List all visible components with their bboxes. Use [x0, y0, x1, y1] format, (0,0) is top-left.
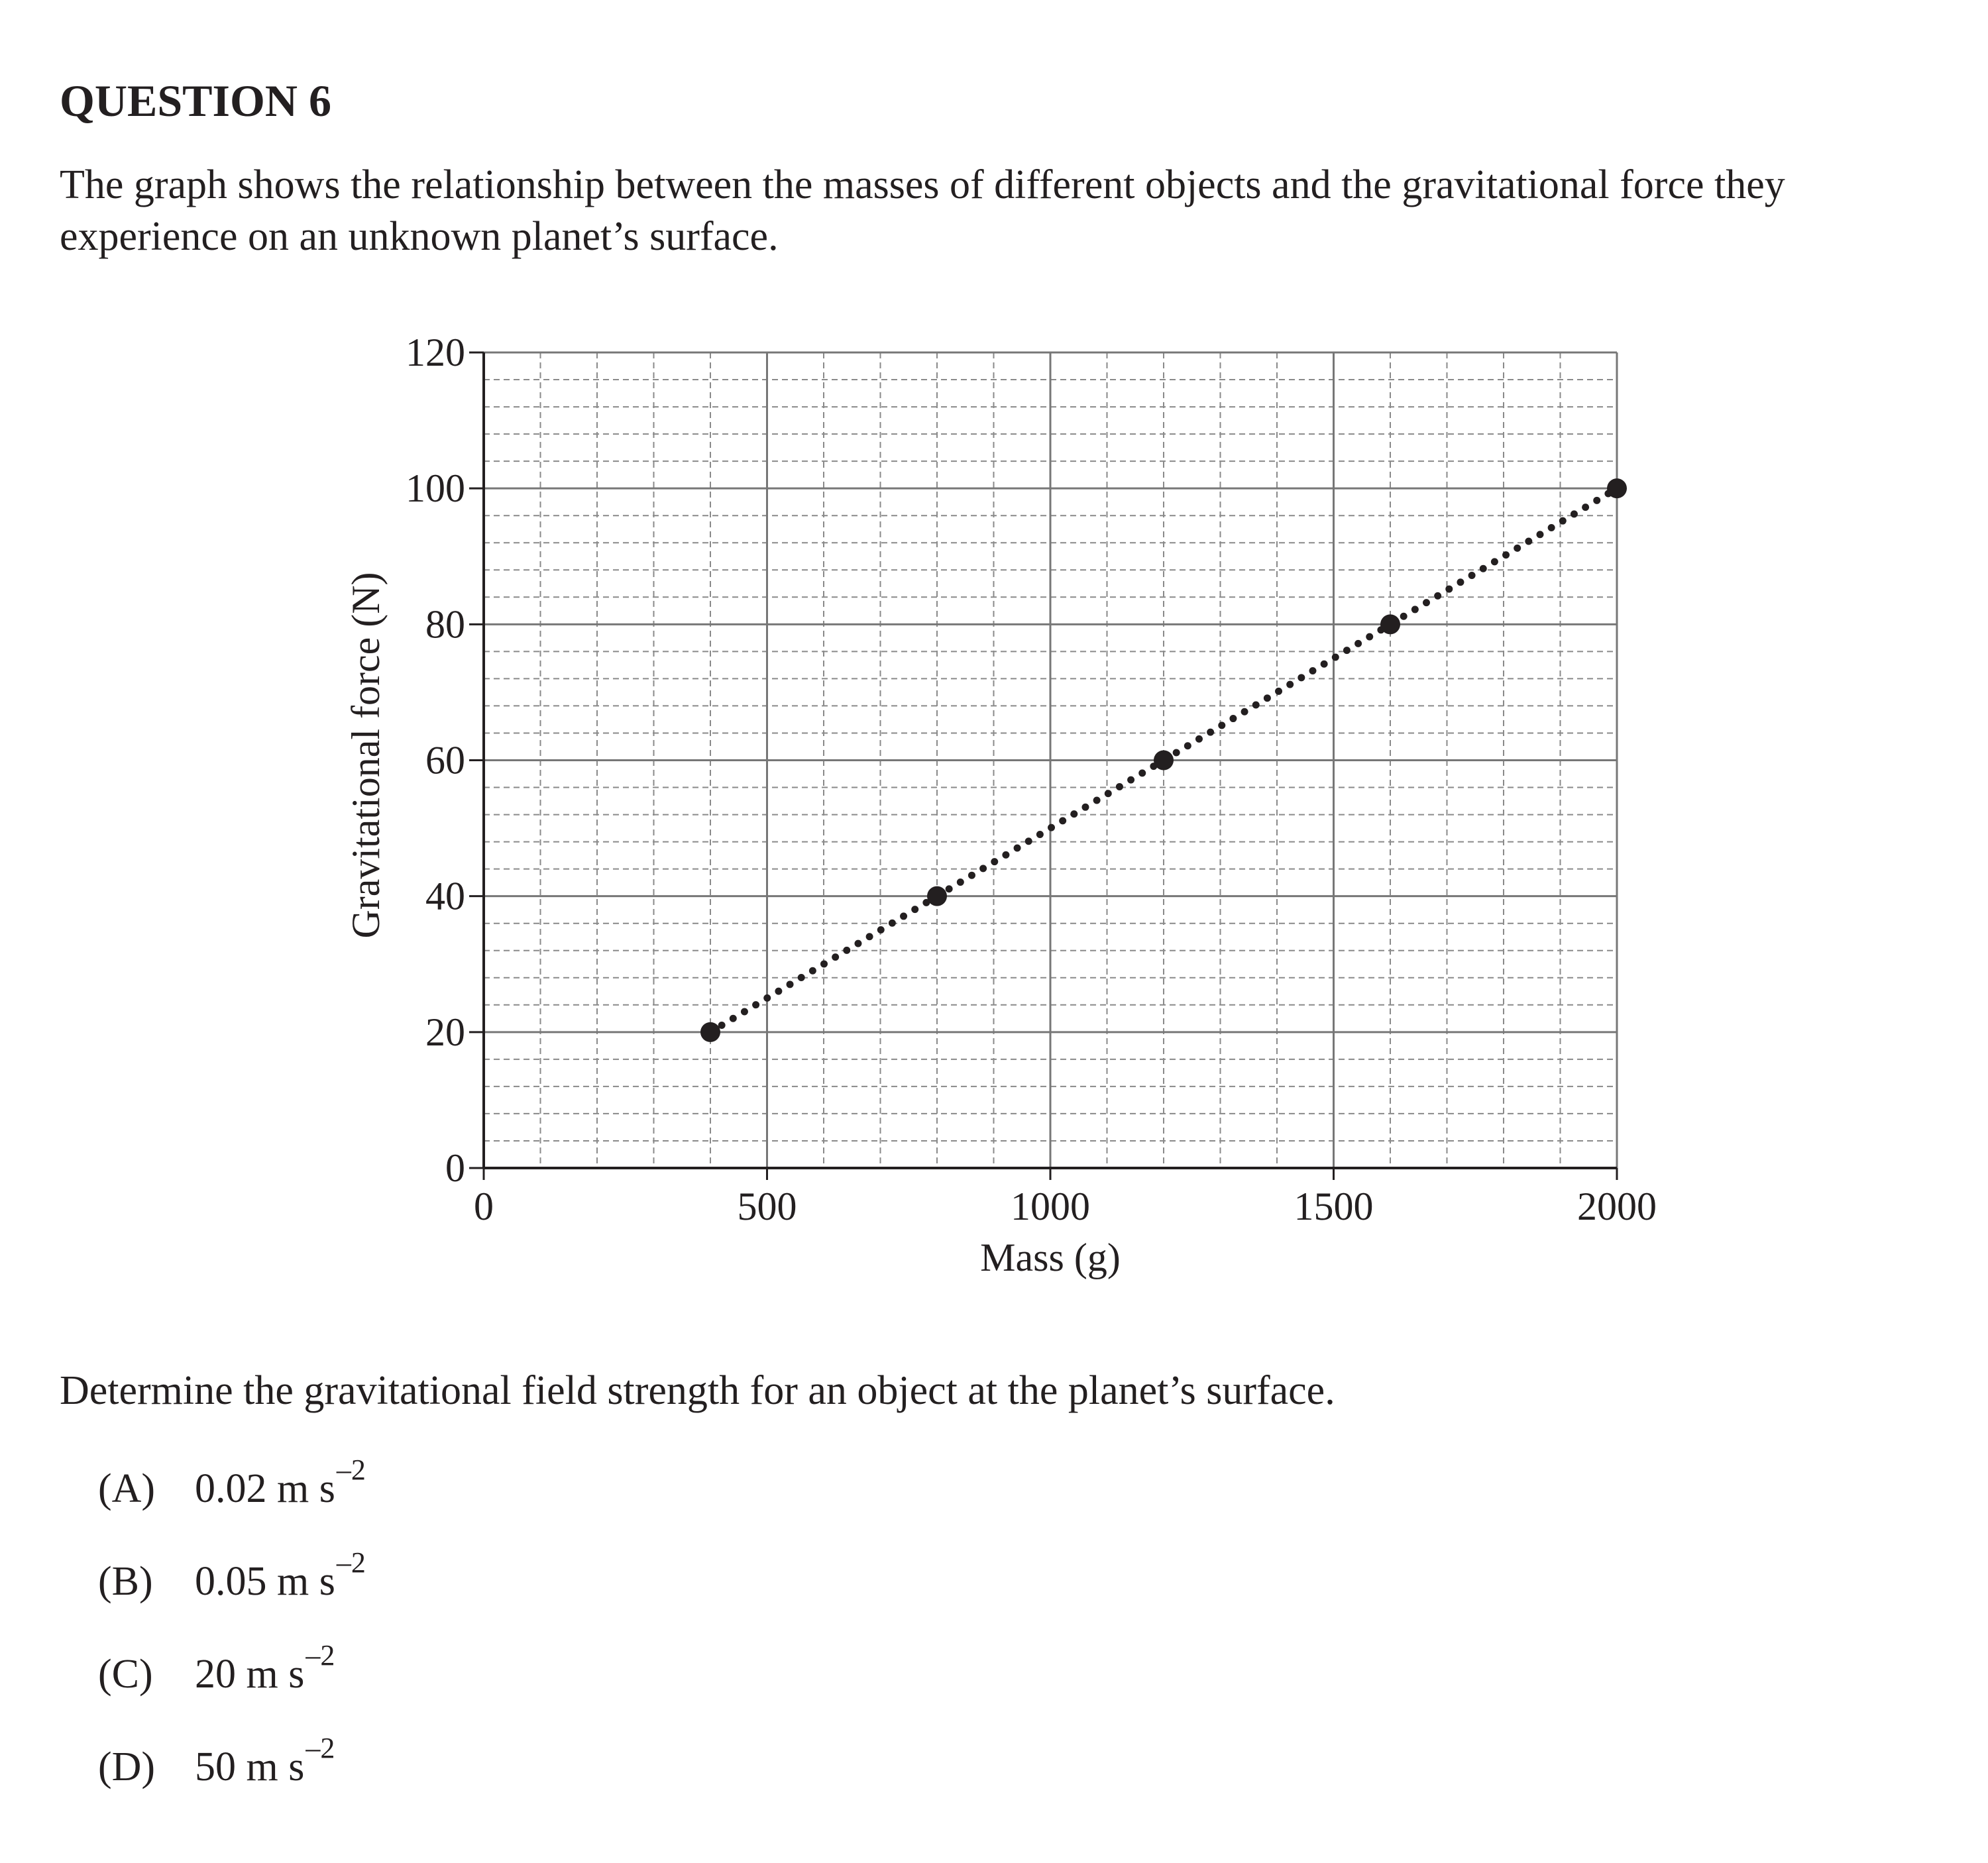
option-letter: (B) [98, 1559, 153, 1604]
option-a[interactable] [98, 1454, 366, 1513]
question-title: QUESTION 6 [60, 76, 331, 126]
y-tick-label: 0 [445, 1146, 465, 1190]
option-letter: (A) [98, 1466, 156, 1511]
data-point [1154, 751, 1174, 771]
data-point [1607, 478, 1627, 498]
option-value: 0.05 m s [195, 1559, 335, 1604]
option-b[interactable] [98, 1546, 366, 1606]
question-prompt: Determine the gravitational field strength for an object at the planet’s surface. [60, 1368, 1335, 1413]
y-tick-label: 120 [406, 331, 465, 374]
option-c[interactable] [98, 1639, 335, 1699]
y-tick-label: 100 [406, 466, 465, 511]
option-exponent: –2 [336, 1546, 366, 1579]
y-axis-label: Gravitational force (N) [344, 572, 388, 939]
option-exponent: –2 [305, 1732, 335, 1764]
data-point [1380, 614, 1400, 634]
question-intro: The graph shows the relationship between the masses of different objects and the gravitational force they experience on an unknown planet’s surface. [60, 162, 1785, 259]
data-point [927, 886, 947, 906]
tick-labels [406, 331, 1657, 1228]
x-tick-label: 1500 [1294, 1185, 1374, 1228]
y-tick-label: 80 [425, 602, 465, 647]
y-tick-label: 40 [425, 874, 465, 918]
data-point [700, 1022, 720, 1042]
option-d[interactable] [98, 1732, 335, 1791]
x-tick-label: 0 [474, 1185, 494, 1228]
option-value: 50 m s [195, 1744, 305, 1789]
x-tick-label: 500 [737, 1185, 797, 1228]
option-value: 0.02 m s [195, 1466, 335, 1511]
option-value: 20 m s [195, 1652, 305, 1697]
x-axis-label: Mass (g) [980, 1236, 1121, 1279]
y-tick-label: 20 [425, 1010, 465, 1054]
option-exponent: –2 [336, 1454, 366, 1486]
x-tick-label: 2000 [1577, 1185, 1657, 1228]
y-tick-label: 60 [425, 738, 465, 782]
x-tick-label: 1000 [1011, 1185, 1090, 1228]
option-exponent: –2 [305, 1639, 335, 1672]
option-letter: (C) [98, 1652, 153, 1697]
option-letter: (D) [98, 1744, 156, 1789]
